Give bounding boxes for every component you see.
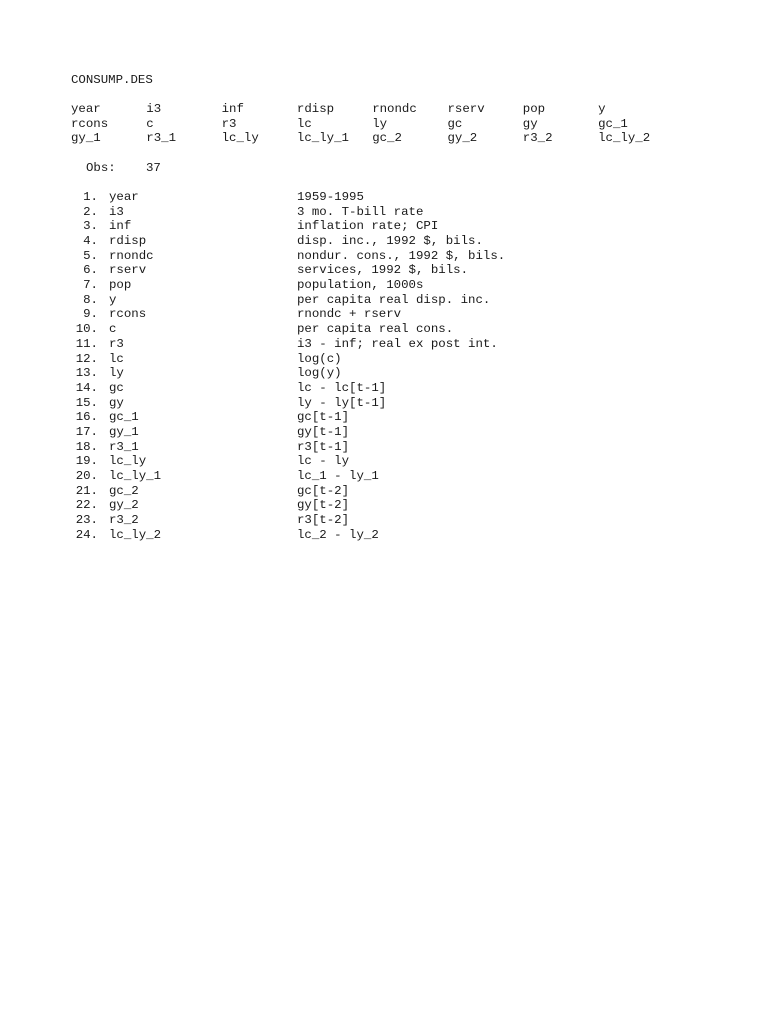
variable-description: gy[t-1]: [297, 424, 350, 439]
variable-number: 5.: [83, 248, 98, 263]
variable-name: ly: [109, 366, 124, 381]
variable-description: r3[t-2]: [297, 513, 350, 528]
variable-number: 16.: [75, 410, 98, 425]
variable-name: pop: [109, 278, 132, 293]
variable-description: 3 mo. T-bill rate: [297, 204, 424, 219]
variable-name: gc: [109, 380, 124, 395]
variable-description: services, 1992 $, bils.: [297, 263, 469, 278]
variable-number: 2.: [83, 204, 98, 219]
variable-name: r3_1: [109, 439, 139, 454]
variable-row: [71, 234, 711, 249]
variable-row: [71, 425, 711, 440]
variable-description: nondur. cons., 1992 $, bils.: [297, 248, 506, 263]
grid-variable-name: c: [146, 116, 154, 131]
variable-row: [71, 396, 711, 411]
variable-number: 4.: [83, 234, 98, 248]
variable-name: year: [109, 189, 139, 204]
variable-name: rcons: [109, 307, 147, 322]
variable-number: 24.: [75, 527, 98, 542]
variable-description: rnondc + rserv: [297, 307, 402, 322]
variable-description: population, 1000s: [297, 278, 424, 293]
grid-variable-name: ly: [372, 116, 388, 131]
variable-number: 20.: [75, 469, 98, 483]
variable-name: rnondc: [109, 248, 154, 263]
variable-row: [71, 454, 711, 469]
grid-variable-name: rdisp: [296, 102, 335, 116]
variable-name: i3: [109, 204, 124, 219]
variable-name: r3_2: [109, 513, 139, 528]
variable-name: lc_ly: [109, 454, 147, 469]
grid-variable-name: lc: [296, 116, 312, 131]
variable-number: 17.: [75, 424, 98, 439]
variable-description: per capita real cons.: [297, 322, 454, 337]
variable-row: [71, 469, 711, 484]
variable-row: [71, 205, 711, 220]
grid-variable-name: rcons: [71, 116, 109, 131]
grid-variable-name: lc_ly_2: [598, 131, 651, 146]
variable-number: 15.: [75, 395, 98, 410]
variable-row: [71, 219, 711, 234]
variable-name: y: [109, 292, 117, 307]
variable-number: 12.: [75, 351, 98, 366]
grid-variable-name: y: [598, 102, 606, 116]
variable-description: lc - lc[t-1]: [297, 380, 387, 395]
variable-row: [71, 498, 711, 513]
grid-variable-name: pop: [522, 102, 546, 116]
variable-name: lc_ly_1: [109, 469, 162, 483]
grid-variable-name: gc_1: [598, 116, 628, 131]
variable-description: lc_1 - ly_1: [297, 469, 379, 483]
variable-row: [71, 410, 711, 425]
variable-description: lc_2 - ly_2: [297, 527, 379, 542]
variable-row: [71, 352, 711, 367]
variable-name: inf: [109, 219, 132, 234]
grid-variable-name: gy_2: [447, 131, 478, 146]
document-title: CONSUMP.DES: [71, 73, 153, 87]
variable-name: gy_2: [109, 498, 139, 513]
grid-variable-name: gc_2: [372, 131, 402, 146]
grid-variable-name: r3_1: [146, 131, 177, 146]
variable-number: 14.: [75, 380, 98, 395]
spacer: [71, 88, 711, 102]
variable-row: [71, 263, 711, 278]
variable-row: [71, 484, 711, 499]
grid-variable-name: r3: [221, 116, 237, 131]
variable-row: [71, 293, 711, 308]
observations-count: 37: [146, 160, 161, 175]
variable-description: lc - ly: [297, 454, 350, 469]
variable-description: r3[t-1]: [297, 439, 350, 454]
variable-row: [71, 307, 711, 322]
variable-number: 10.: [75, 322, 98, 337]
variable-row: [71, 278, 711, 293]
variable-name: rserv: [109, 263, 147, 278]
variable-description: ly - ly[t-1]: [297, 395, 387, 410]
variable-name: gc_2: [109, 483, 139, 498]
variable-name: rdisp: [109, 234, 147, 248]
variable-description: log(y): [297, 366, 342, 381]
variable-name-grid: [71, 102, 711, 146]
spacer: [71, 146, 711, 161]
variable-description-list: [71, 190, 711, 543]
grid-variable-name: inf: [221, 102, 244, 116]
variable-number: 13.: [75, 366, 98, 381]
variable-number: 19.: [75, 454, 98, 469]
grid-variable-name: gy: [522, 116, 538, 131]
variable-number: 7.: [83, 278, 98, 293]
variable-name: lc: [109, 351, 124, 366]
variable-number: 18.: [75, 439, 98, 454]
variable-description: log(c): [297, 351, 342, 366]
observations-line: [71, 161, 711, 176]
variable-description: gc[t-2]: [297, 483, 350, 498]
variable-name: r3: [109, 336, 124, 351]
variable-description: gy[t-2]: [297, 498, 350, 513]
variable-row: [71, 322, 711, 337]
variable-number: 21.: [75, 483, 98, 498]
variable-number: 9.: [83, 307, 98, 322]
grid-variable-name: gy_1: [71, 131, 101, 146]
variable-row: [71, 366, 711, 381]
variable-row: [71, 381, 711, 396]
variable-number: 1.: [83, 189, 98, 204]
variable-name: gy: [109, 395, 124, 410]
variable-row: [71, 337, 711, 352]
grid-variable-name: lc_ly: [221, 131, 259, 146]
variable-number: 22.: [75, 498, 98, 513]
grid-variable-name: rnondc: [372, 102, 417, 116]
variable-name: lc_ly_2: [109, 527, 162, 542]
grid-variable-name: gc: [447, 116, 463, 131]
variable-number: 11.: [75, 336, 98, 351]
variable-description: i3 - inf; real ex post int.: [297, 336, 498, 351]
variable-row: [71, 440, 711, 455]
variable-number: 6.: [83, 263, 98, 278]
variable-description: gc[t-1]: [297, 410, 350, 425]
grid-variable-name: r3_2: [522, 131, 553, 146]
variable-row: [71, 528, 711, 543]
grid-variable-name: i3: [146, 102, 162, 116]
observations-label: Obs:: [86, 160, 116, 175]
variable-row: [71, 513, 711, 528]
variable-name: c: [109, 322, 117, 337]
variable-number: 23.: [75, 513, 98, 528]
variable-name: gy_1: [109, 424, 139, 439]
variable-number: 3.: [83, 219, 98, 234]
variable-description: disp. inc., 1992 $, bils.: [297, 234, 483, 248]
spacer: [71, 175, 711, 190]
variable-row: [71, 249, 711, 264]
grid-variable-name: rserv: [447, 102, 485, 116]
variable-name: gc_1: [109, 410, 139, 425]
variable-description: inflation rate; CPI: [297, 219, 439, 234]
variable-description: per capita real disp. inc.: [297, 292, 491, 307]
variable-row: [71, 190, 711, 205]
grid-variable-name: year: [71, 102, 101, 116]
document-body: [71, 72, 711, 542]
variable-number: 8.: [83, 292, 98, 307]
grid-variable-name: lc_ly_1: [296, 131, 349, 146]
variable-description: 1959-1995: [297, 189, 364, 204]
